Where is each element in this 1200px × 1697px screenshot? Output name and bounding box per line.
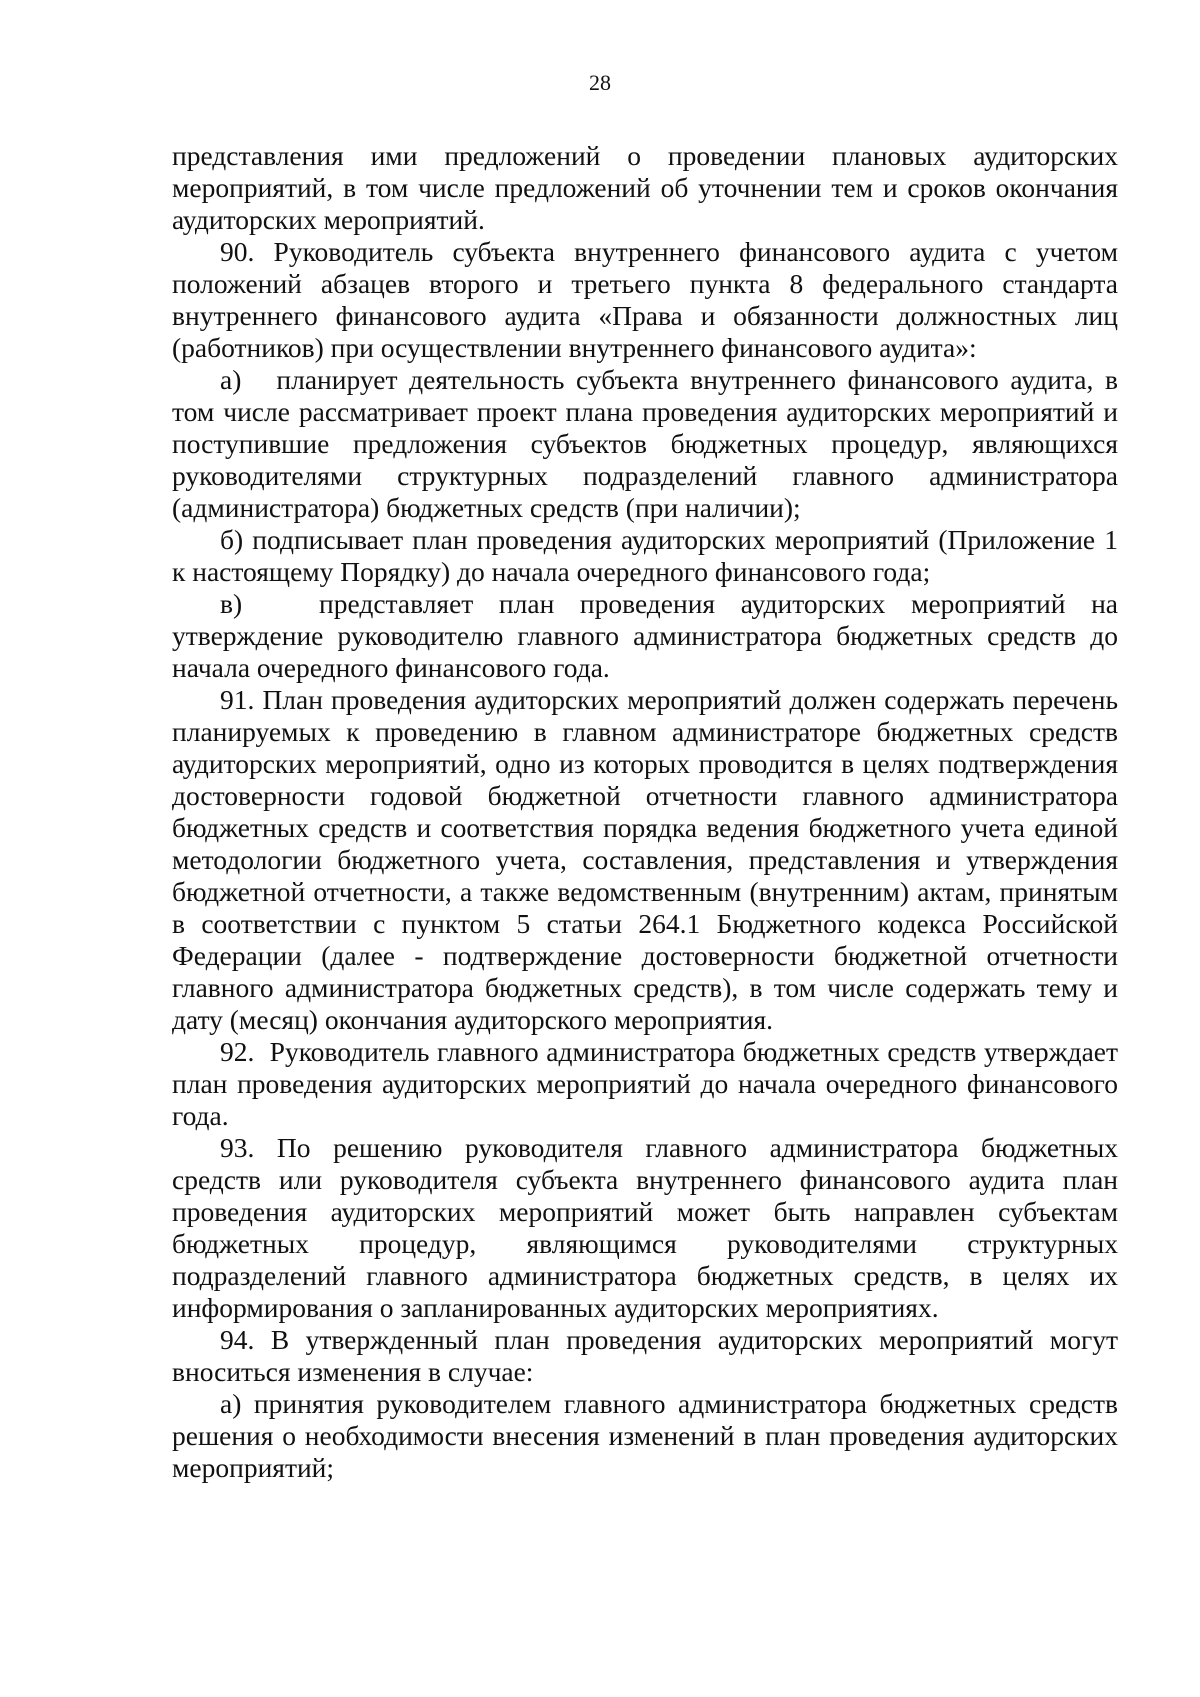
paragraph-94-a: а) принятия руководителем главного администратора бюджетных средств решения о необходимости внесения изменений в план проведения аудиторских мероприятий; [172,1388,1118,1483]
paragraph-90-b: б) подписывает план проведения аудиторских мероприятий (Приложение 1 к настоящему Порядку) до начала очередного финансового года; [172,524,1118,587]
paragraph-92: 92. Руководитель главного администратора бюджетных средств утверждает план проведения аудиторских мероприятий до начала очередного финансового года. [172,1036,1118,1131]
paragraph-90-a: а) планирует деятельность субъекта внутреннего финансового аудита, в том числе рассматривает проект плана проведения аудиторских мероприятий и поступившие предложения субъектов бюджетных процедур, являющихся руководителями структурных подразделений главного администратора (администратора) бюджетных средств (при наличии); [172,364,1118,523]
paragraph-94: 94. В утвержденный план проведения аудиторских мероприятий могут вноситься изменения в случае: [172,1324,1118,1387]
paragraph-91: 91. План проведения аудиторских мероприятий должен содержать перечень планируемых к проведению в главном администраторе бюджетных средств аудиторских мероприятий, одно из которых проводится в целях подтверждения достоверности годовой бюджетной отчетности главного администратора бюджетных средств и соответствия порядка ведения бюджетного учета единой методологии бюджетного учета, составления, представления и утверждения бюджетной отчетности, а также ведомственным (внутренним) актам, принятым в соответствии с пунктом 5 статьи 264.1 Бюджетного кодекса Российской Федерации (далее - подтверждение достоверности бюджетной отчетности главного администратора бюджетных средств), в том числе содержать тему и дату (месяц) окончания аудиторского мероприятия. [172,684,1118,1035]
paragraph-90-v: в) представляет план проведения аудиторских мероприятий на утверждение руководителю главного администратора бюджетных средств до начала очередного финансового года. [172,588,1118,683]
paragraph-93: 93. По решению руководителя главного администратора бюджетных средств или руководителя субъекта внутреннего финансового аудита план проведения аудиторских мероприятий может быть направлен субъектам бюджетных процедур, являющимся руководителями структурных подразделений главного администратора бюджетных средств, в целях их информирования о запланированных аудиторских мероприятиях. [172,1132,1118,1323]
paragraph-continuation: представления ими предложений о проведении плановых аудиторских мероприятий, в том числе предложений об уточнении тем и сроков окончания аудиторских мероприятий. [172,140,1118,235]
paragraph-90: 90. Руководитель субъекта внутреннего финансового аудита с учетом положений абзацев второго и третьего пункта 8 федерального стандарта внутреннего финансового аудита «Права и обязанности должностных лиц (работников) при осуществлении внутреннего финансового аудита»: [172,236,1118,363]
page-number: 28 [589,70,611,95]
document-body [172,140,1118,1484]
